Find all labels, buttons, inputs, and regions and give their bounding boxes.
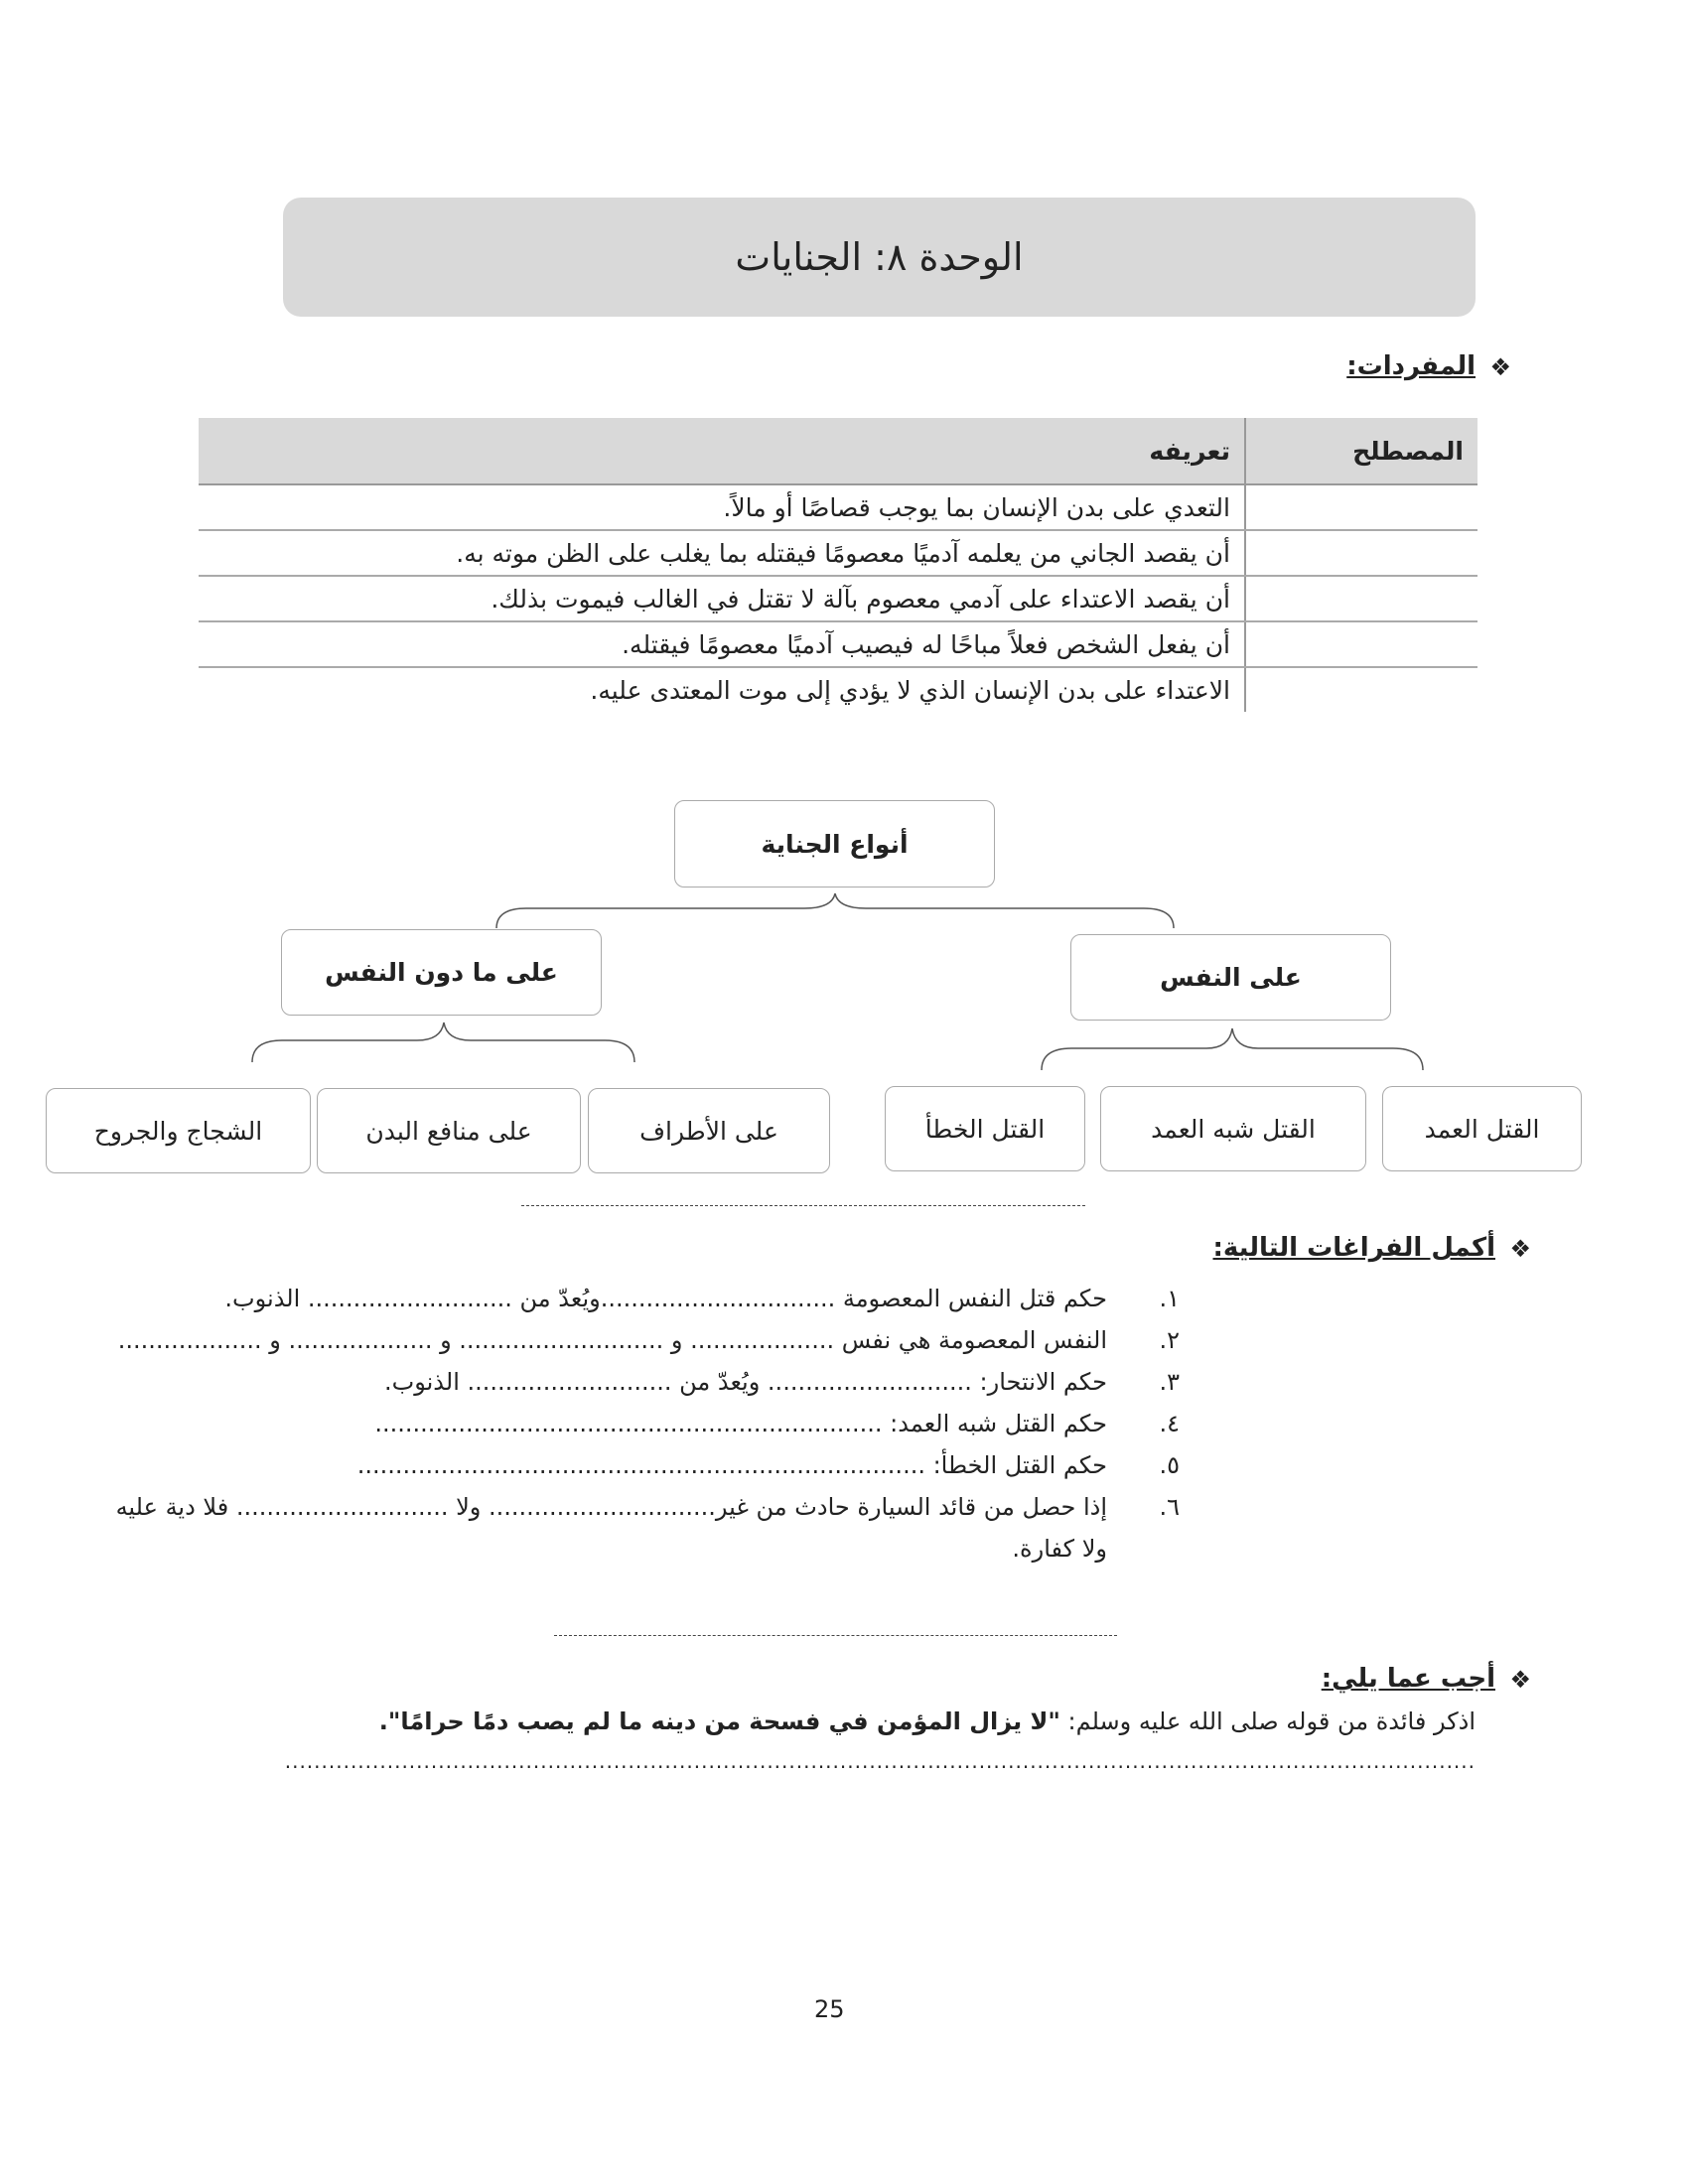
answer-line[interactable]: ................................................................................................................................................................... — [284, 1749, 1476, 1773]
item-number: ٣. — [1159, 1368, 1180, 1396]
def-cell: أن يقصد الجاني من يعلمه آدميًا معصومًا فيقتله بما يغلب على الظن موته به. — [199, 530, 1245, 576]
fill-item[interactable]: حكم القتل الخطأ: ........................................................................... — [356, 1451, 1107, 1479]
answer-question — [379, 1707, 1476, 1735]
fill-heading: أكمل الفراغات التالية: — [1212, 1233, 1495, 1263]
node-accidental-killing: القتل الخطأ — [885, 1086, 1085, 1171]
node-intentional-killing: القتل العمد — [1382, 1086, 1582, 1171]
fill-item[interactable]: حكم قتل النفس المعصومة ...............................ويُعدّ من ........................... الذنوب. — [224, 1285, 1107, 1312]
col-term: المصطلح — [1245, 418, 1477, 484]
answer-heading: أجب عما يلي: — [1321, 1664, 1495, 1694]
item-number: ٤. — [1159, 1410, 1180, 1437]
fill-item[interactable]: النفس المعصومة هي نفس ................... و ........................... و ................... و ................... — [117, 1326, 1107, 1354]
node-wounds: الشجاج والجروح — [46, 1088, 311, 1173]
unit-title: الوحدة ٨: الجنايات — [283, 198, 1476, 317]
node-limbs: على الأطراف — [588, 1088, 830, 1173]
vocab-heading: المفردات: — [1346, 351, 1476, 381]
def-cell: التعدي على بدن الإنسان بما يوجب قصاصًا أو مالاً. — [199, 484, 1245, 530]
def-cell: الاعتداء على بدن الإنسان الذي لا يؤدي إلى موت المعتدى عليه. — [590, 675, 1230, 705]
root-node: أنواع الجناية — [674, 800, 995, 887]
item-number: ٢. — [1159, 1326, 1180, 1354]
page-number: 25 — [814, 1995, 845, 2023]
node-quasi-intentional-killing: القتل شبه العمد — [1100, 1086, 1366, 1171]
bullet-icon: ❖ — [1489, 353, 1511, 381]
bullet-icon: ❖ — [1509, 1235, 1531, 1263]
def-cell: أن يفعل الشخص فعلاً مباحًا له فيصيب آدميًا معصومًا فيقتله. — [199, 621, 1245, 667]
bullet-icon: ❖ — [1509, 1666, 1531, 1694]
item-number: ٥. — [1159, 1451, 1180, 1479]
def-cell: أن يقصد الاعتداء على آدمي معصوم بآلة لا تقتل في الغالب فيموت بذلك. — [199, 576, 1245, 621]
hadith-quote: "لا يزال المؤمن في فسحة من دينه ما لم يصب دمًا حرامًا". — [378, 1707, 1060, 1735]
fill-item[interactable]: إذا حصل من قائد السيارة حادث من غير.............................. ولا ............................ فلا دية عليه — [115, 1493, 1107, 1521]
item-number: ١. — [1159, 1285, 1180, 1312]
divider — [521, 1205, 1085, 1206]
fill-item[interactable]: حكم القتل شبه العمد: ................................................................... — [374, 1410, 1107, 1437]
node-non-lethal: على ما دون النفس — [281, 929, 602, 1016]
question-prompt: اذكر فائدة من قوله صلى الله عليه وسلم: — [1059, 1707, 1476, 1735]
fill-item-continuation: ولا كفارة. — [1012, 1535, 1107, 1563]
divider — [554, 1635, 1117, 1636]
fill-item[interactable]: حكم الانتحار: ........................... ويُعدّ من ........................... الذنوب. — [383, 1368, 1107, 1396]
node-lethal: على النفس — [1070, 934, 1391, 1021]
item-number: ٦. — [1159, 1493, 1180, 1521]
col-def: تعريفه — [199, 418, 1245, 484]
node-body-functions: على منافع البدن — [317, 1088, 581, 1173]
